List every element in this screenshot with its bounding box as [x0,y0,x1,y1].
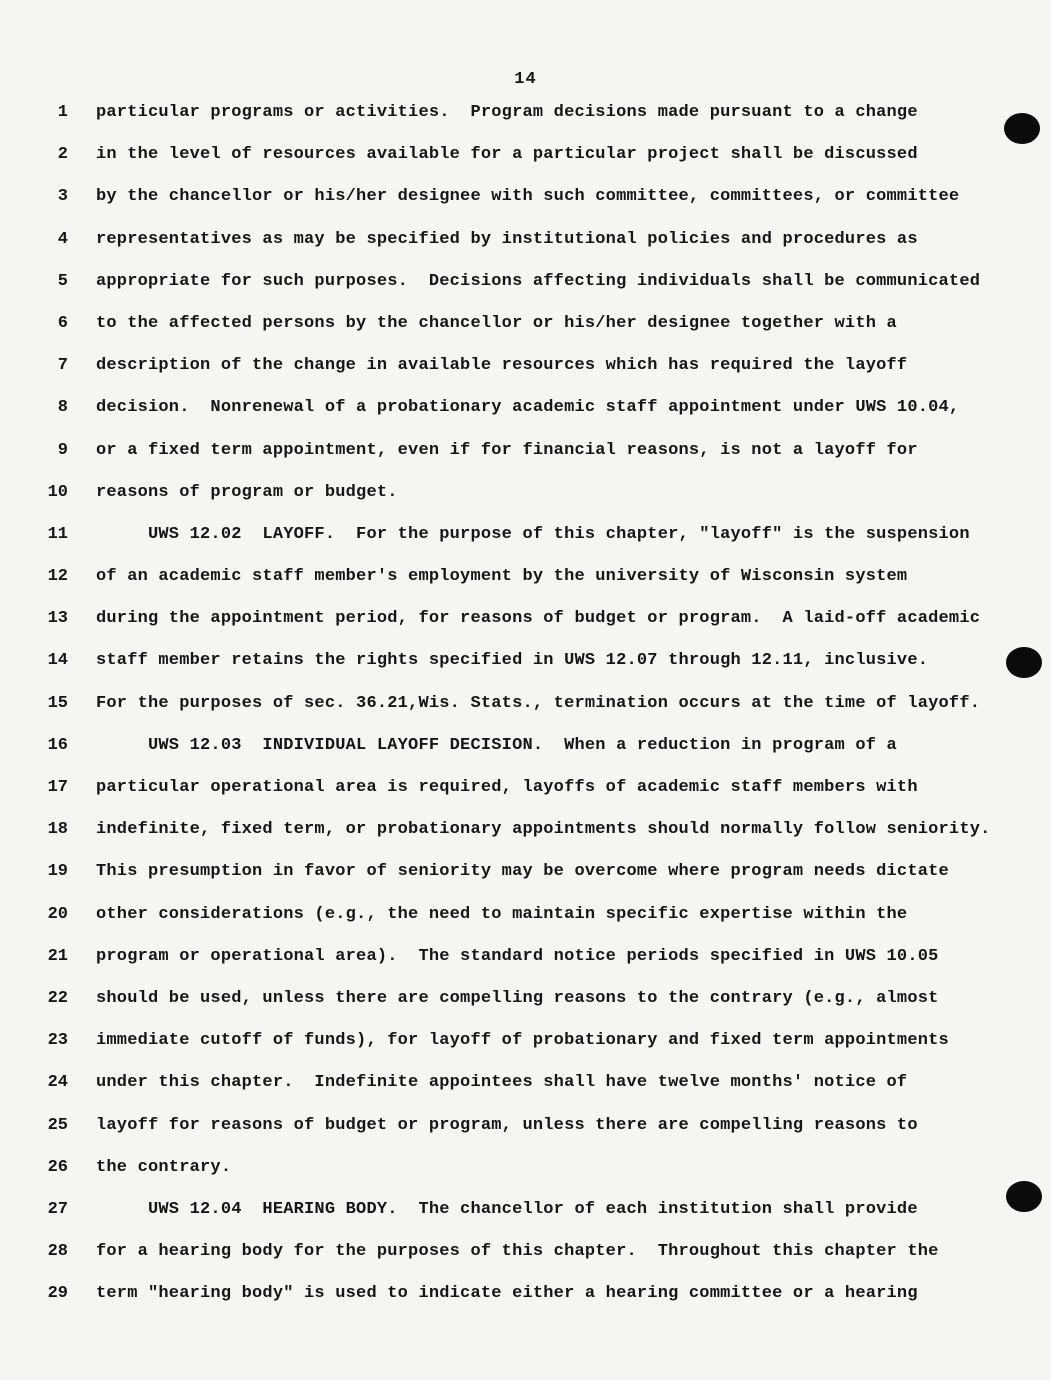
line-number: 21 [47,946,68,966]
line-number: 23 [47,1031,68,1051]
line-number: 11 [47,524,68,544]
line-number: 2 [57,145,68,165]
line-text: layoff for reasons of budget or program, unless there are compelling reasons to [96,1115,918,1135]
line-text: other considerations (e.g., the need to maintain specific expertise within the [96,904,908,924]
line-number: 15 [47,693,68,713]
document-line [38,694,1051,736]
document-line [38,1242,1051,1284]
line-text: UWS 12.02 LAYOFF. For the purpose of this chapter, "layoff" is the suspension [96,524,970,544]
document-line [38,103,1051,145]
document-line [38,1158,1051,1200]
line-text: immediate cutoff of funds), for layoff of probationary and fixed term appointments [96,1031,949,1051]
line-text: term "hearing body" is used to indicate either a hearing committee or a hearing [96,1284,918,1304]
line-text: decision. Nonrenewal of a probationary academic staff appointment under UWS 10.04, [96,398,960,418]
line-number: 27 [47,1199,68,1219]
document-line [38,1200,1051,1242]
document-line [38,1116,1051,1158]
line-number: 6 [57,313,68,333]
line-number: 14 [47,651,68,671]
line-text: UWS 12.04 HEARING BODY. The chancellor of each institution shall provide [96,1199,918,1219]
line-text: reasons of program or budget. [96,482,398,502]
line-number: 10 [47,482,68,502]
document-line [38,989,1051,1031]
document-line [38,862,1051,904]
line-number: 24 [47,1073,68,1093]
line-text: or a fixed term appointment, even if for financial reasons, is not a layoff for [96,440,918,460]
line-number: 18 [47,820,68,840]
line-text: for a hearing body for the purposes of this chapter. Throughout this chapter the [96,1242,939,1262]
document-body [0,103,1051,1326]
line-number: 1 [57,103,68,122]
line-number: 7 [57,356,68,376]
document-line [38,1031,1051,1073]
line-text: description of the change in available resources which has required the layoff [96,356,908,376]
line-text: under this chapter. Indefinite appointees shall have twelve months' notice of [96,1073,908,1093]
document-line [38,525,1051,567]
line-number: 19 [47,862,68,882]
document-line [38,398,1051,440]
document-line [38,1284,1051,1326]
line-text: staff member retains the rights specified in UWS 12.07 through 12.11, inclusive. [96,651,929,671]
line-text: during the appointment period, for reasons of budget or program. A laid-off academic [96,609,981,629]
line-number: 29 [47,1284,68,1304]
line-text: For the purposes of sec. 36.21,Wis. Stats., termination occurs at the time of layoff. [96,693,981,713]
document-line [38,483,1051,525]
line-number: 13 [47,609,68,629]
line-number: 28 [47,1242,68,1262]
line-text: particular operational area is required, layoffs of academic staff members with [96,778,918,797]
line-number: 22 [47,988,68,1008]
line-number: 26 [47,1157,68,1177]
line-text: in the level of resources available for a particular project shall be discussed [96,145,918,165]
punch-hole-mark [1006,1181,1042,1212]
document-line [38,230,1051,272]
line-number: 8 [57,398,68,418]
document-line [38,820,1051,862]
document-line [38,314,1051,356]
punch-hole-mark [1004,113,1040,144]
line-text: program or operational area). The standard notice periods specified in UWS 10.05 [96,946,939,966]
document-line [38,947,1051,989]
line-text: appropriate for such purposes. Decisions affecting individuals shall be communicated [96,271,981,291]
document-line [38,1073,1051,1115]
document-line [38,651,1051,693]
line-text: of an academic staff member's employment by the university of Wisconsin system [96,567,908,587]
line-number: 3 [57,187,68,207]
line-number: 17 [47,778,68,797]
document-line [38,187,1051,229]
document-line [38,145,1051,187]
document-line [38,356,1051,398]
document-line [38,905,1051,947]
line-text: to the affected persons by the chancellor or his/her designee together with a [96,313,897,333]
document-line [38,609,1051,651]
line-text: by the chancellor or his/her designee with such committee, committees, or committee [96,187,960,207]
document-line [38,778,1051,820]
line-number: 5 [57,271,68,291]
line-text: UWS 12.03 INDIVIDUAL LAYOFF DECISION. When a reduction in program of a [96,735,897,755]
line-number: 12 [47,567,68,587]
line-number: 16 [47,735,68,755]
page-number: 14 [514,70,537,89]
line-text: particular programs or activities. Program decisions made pursuant to a change [96,103,918,122]
line-text: indefinite, fixed term, or probationary appointments should normally follow seniority. [96,820,991,840]
line-text: This presumption in favor of seniority may be overcome where program needs dictate [96,862,949,882]
punch-hole-mark [1006,647,1042,678]
document-line [38,567,1051,609]
line-number: 4 [57,229,68,249]
line-text: should be used, unless there are compelling reasons to the contrary (e.g., almost [96,988,939,1008]
document-line [38,736,1051,778]
document-line [38,441,1051,483]
line-text: representatives as may be specified by institutional policies and procedures as [96,229,918,249]
line-number: 20 [47,904,68,924]
document-line [38,272,1051,314]
line-number: 9 [57,440,68,460]
line-text: the contrary. [96,1157,232,1177]
line-number: 25 [47,1115,68,1135]
